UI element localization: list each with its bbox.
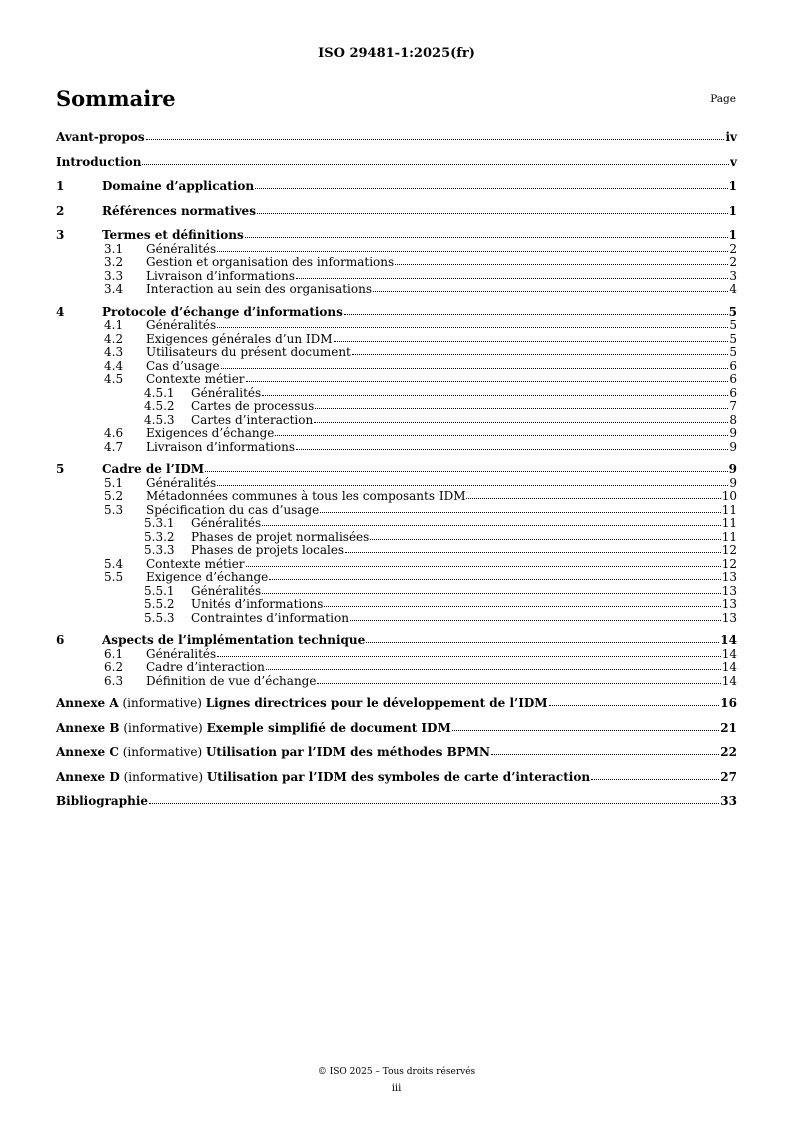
- annex-title: Utilisation par l’IDM des symboles de carte d’interaction: [206, 769, 591, 784]
- toc-entry[interactable]: [56, 131, 737, 145]
- toc-entry-title: Exigences générales d’un IDM: [146, 331, 333, 346]
- toc-entry[interactable]: [56, 661, 737, 675]
- toc-entry[interactable]: [56, 648, 737, 662]
- annex-type: (informative): [119, 720, 207, 735]
- dot-leader: [549, 705, 720, 706]
- toc-entry-title: Gestion et organisation des informations: [146, 255, 395, 269]
- dot-leader: [205, 471, 728, 472]
- toc-entry[interactable]: [56, 463, 737, 477]
- dot-leader: [320, 512, 720, 513]
- toc-entry[interactable]: [56, 427, 737, 441]
- toc-entry[interactable]: [56, 544, 737, 558]
- toc-entry-title: Avant-propos: [56, 130, 145, 144]
- toc-entry-title: Références normatives: [102, 203, 256, 218]
- toc-entry-title: Généralités: [191, 583, 262, 598]
- dot-leader: [315, 408, 728, 409]
- toc-entry-title: Cadre d’interaction: [146, 660, 265, 674]
- toc-entry-number: 5.4: [104, 556, 124, 571]
- toc-entry-number: 4.2: [104, 331, 124, 346]
- toc-page-number: 6: [729, 358, 737, 373]
- copyright-notice: © ISO 2025 – Tous droits réservés: [317, 1067, 476, 1077]
- toc-entry[interactable]: [56, 675, 737, 689]
- toc-page-number: 11: [721, 502, 737, 517]
- toc-entry[interactable]: [56, 795, 737, 809]
- dot-leader: [262, 395, 728, 396]
- toc-entry-number: 3.2: [104, 255, 124, 269]
- toc-entry-number: 5: [56, 462, 65, 476]
- toc-entry-title: [56, 697, 548, 711]
- toc-entry-number: 6.1: [104, 646, 124, 661]
- toc-entry[interactable]: [56, 205, 737, 219]
- toc-page-number: 11: [721, 529, 737, 544]
- toc-page-number: 1: [728, 179, 737, 193]
- toc-entry-number: 4.4: [104, 358, 124, 373]
- annex-label: Annexe A: [56, 696, 119, 710]
- toc-entry-number: 2: [56, 203, 65, 218]
- annex-label: Annexe C: [56, 745, 119, 759]
- toc-page-number: 27: [720, 769, 737, 784]
- dot-leader: [142, 164, 729, 165]
- toc-page-number: 5: [729, 318, 737, 332]
- annex-type: (informative): [119, 769, 207, 784]
- dot-leader: [344, 314, 728, 315]
- toc-entry-number: 4.5: [104, 372, 124, 386]
- toc-entry-title: Protocole d’échange d’informations: [102, 304, 343, 319]
- dot-leader: [296, 449, 728, 450]
- toc-entry-title: Spécification du cas d’usage: [146, 502, 320, 517]
- dot-leader: [245, 237, 728, 238]
- toc-entry-number: 5.3.3: [144, 543, 175, 557]
- toc-entry[interactable]: [56, 558, 737, 572]
- toc-entry-title: Interaction au sein des organisations: [146, 282, 372, 296]
- toc-entry-number: 4.6: [104, 426, 124, 440]
- annex-type: (informative): [118, 696, 206, 710]
- dot-leader: [266, 669, 721, 670]
- annex-title: Lignes directrices pour le développement de l’IDM: [205, 696, 548, 710]
- dot-leader: [262, 525, 721, 526]
- toc-page-number: 13: [721, 570, 737, 584]
- toc-entry-title: Contexte métier: [146, 556, 245, 571]
- toc-entry-title: Généralités: [146, 318, 217, 332]
- dot-leader: [146, 139, 725, 140]
- dot-leader: [246, 566, 721, 567]
- toc-entry-title: Domaine d’application: [102, 179, 255, 193]
- toc-entry[interactable]: [56, 333, 737, 347]
- toc-page-number: 9: [729, 426, 737, 440]
- page-title: Sommaire: [56, 86, 176, 111]
- toc-entry-title: Généralités: [146, 475, 217, 490]
- toc-entry-title: Cartes d’interaction: [191, 412, 314, 427]
- dot-leader: [591, 779, 719, 780]
- toc-entry[interactable]: [56, 346, 737, 360]
- toc-entry-title: Aspects de l’implémentation technique: [102, 633, 366, 647]
- toc-page-number: 5: [729, 331, 737, 346]
- toc-entry[interactable]: [56, 387, 737, 401]
- toc-page-number: 21: [720, 720, 737, 735]
- toc-entry-title: Phases de projets locales: [191, 543, 345, 557]
- dot-leader: [317, 683, 720, 684]
- dot-leader: [345, 552, 721, 553]
- toc-page-number: 8: [729, 412, 737, 427]
- dot-leader: [296, 278, 728, 279]
- toc-page-number: 4: [729, 282, 737, 296]
- toc-entry-title: Contexte métier: [146, 372, 245, 386]
- toc-entry-number: 5.3: [104, 502, 124, 517]
- dot-leader: [221, 368, 729, 369]
- toc-entry[interactable]: [56, 373, 737, 387]
- toc-entry-number: 5.3.2: [144, 529, 175, 544]
- dot-leader: [217, 251, 728, 252]
- toc-entry-annex[interactable]: [56, 722, 737, 736]
- toc-entry-number: 3: [56, 228, 65, 242]
- toc-entry[interactable]: [56, 598, 737, 612]
- toc-entry[interactable]: [56, 585, 737, 599]
- dot-leader: [269, 579, 720, 580]
- page-number: iii: [391, 1083, 402, 1094]
- toc-page-number: 22: [720, 745, 737, 759]
- toc-entry-number: 5.5.3: [144, 610, 175, 625]
- toc-page-number: 12: [721, 556, 737, 571]
- table-of-contents: [56, 131, 737, 809]
- annex-label: Annexe B: [56, 720, 120, 735]
- dot-leader: [217, 485, 728, 486]
- toc-entry-number: 4.7: [104, 439, 124, 454]
- toc-entry-title: Généralités: [191, 385, 262, 400]
- toc-entry-title: Contraintes d’information: [191, 610, 349, 625]
- dot-leader: [373, 291, 728, 292]
- toc-page-number: 14: [720, 633, 737, 647]
- toc-entry-annex[interactable]: [56, 697, 737, 711]
- dot-leader: [491, 754, 719, 755]
- toc-entry[interactable]: [56, 634, 737, 648]
- toc-page-number: 3: [729, 268, 737, 283]
- toc-entry-number: 5.5.2: [144, 597, 175, 611]
- toc-entry-annex[interactable]: [56, 746, 737, 760]
- toc-page-number: 6: [729, 372, 737, 386]
- toc-entry-number: 3.1: [104, 241, 124, 256]
- toc-entry[interactable]: [56, 490, 737, 504]
- toc-entry[interactable]: [56, 517, 737, 531]
- toc-entry-number: 6.3: [104, 673, 124, 688]
- toc-page-number: 5: [729, 345, 737, 359]
- toc-entry-title: Métadonnées communes à tous les composants IDM: [146, 489, 466, 503]
- toc-entry-number: 5.2: [104, 489, 124, 503]
- toc-page-number: 10: [721, 489, 737, 503]
- toc-entry[interactable]: [56, 306, 737, 320]
- toc-page-number: 11: [721, 516, 737, 530]
- toc-entry-number: 4.5.2: [144, 399, 175, 413]
- toc-page-number: 5: [728, 304, 737, 319]
- toc-entry[interactable]: [56, 256, 737, 270]
- toc-entry-title: [56, 722, 451, 736]
- toc-entry-title: Exigences d’échange: [146, 426, 275, 440]
- dot-leader: [395, 264, 728, 265]
- toc-entry[interactable]: [56, 283, 737, 297]
- toc-page-number: 13: [721, 610, 737, 625]
- toc-page-number: 16: [720, 696, 737, 710]
- dot-leader: [466, 498, 720, 499]
- toc-entry-number: 4.3: [104, 345, 124, 359]
- dot-leader: [350, 620, 721, 621]
- toc-page-number: 1: [728, 203, 737, 218]
- dot-leader: [255, 188, 728, 189]
- toc-entry-title: Exigence d’échange: [146, 570, 269, 584]
- dot-leader: [262, 593, 721, 594]
- dot-leader: [334, 341, 729, 342]
- toc-entry-title: Unités d’informations: [191, 597, 324, 611]
- toc-entry-number: 3.3: [104, 268, 124, 283]
- toc-entry-number: 5.1: [104, 475, 124, 490]
- toc-entry[interactable]: [56, 319, 737, 333]
- toc-entry-title: [56, 771, 590, 785]
- toc-entry[interactable]: [56, 229, 737, 243]
- toc-entry-title: Termes et définitions: [102, 228, 244, 242]
- toc-page-number: 6: [729, 385, 737, 400]
- toc-page-number: 14: [721, 673, 737, 688]
- dot-leader: [366, 642, 719, 643]
- toc-entry-title: Cadre de l’IDM: [102, 462, 205, 476]
- toc-entry[interactable]: [56, 477, 737, 491]
- toc-entry-number: 4.5.3: [144, 412, 175, 427]
- toc-page-number: 9: [728, 462, 737, 476]
- toc-entry-title: Généralités: [146, 241, 217, 256]
- dot-leader: [314, 422, 728, 423]
- dot-leader: [217, 327, 728, 328]
- toc-entry[interactable]: [56, 441, 737, 455]
- toc-page-number: 13: [721, 583, 737, 598]
- dot-leader: [452, 730, 720, 731]
- toc-page-number: 14: [721, 646, 737, 661]
- toc-page-number: 12: [721, 543, 737, 557]
- toc-entry-title: [56, 746, 490, 760]
- dot-leader: [217, 656, 721, 657]
- toc-entry-title: Utilisateurs du présent document: [146, 345, 351, 359]
- toc-page-number: 7: [729, 399, 737, 413]
- annex-label: Annexe D: [56, 769, 120, 784]
- toc-entry[interactable]: [56, 414, 737, 428]
- toc-entry-number: 6: [56, 633, 65, 647]
- dot-leader: [370, 539, 720, 540]
- toc-entry-number: 3.4: [104, 282, 124, 296]
- toc-entry-title: Phases de projet normalisées: [191, 529, 370, 544]
- annex-title: Utilisation par l’IDM des méthodes BPMN: [205, 745, 491, 759]
- toc-page-number: 9: [729, 439, 737, 454]
- toc-page-number: 33: [720, 794, 737, 808]
- dot-leader: [257, 213, 728, 214]
- toc-page-number: 13: [721, 597, 737, 611]
- toc-page-number: 9: [729, 475, 737, 490]
- toc-entry[interactable]: [56, 270, 737, 284]
- toc-page-number: 1: [728, 228, 737, 242]
- toc-entry-title: Généralités: [191, 516, 262, 530]
- toc-entry-number: 4.5.1: [144, 385, 175, 400]
- toc-entry[interactable]: [56, 400, 737, 414]
- toc-entry-number: 5.5.1: [144, 583, 175, 598]
- toc-entry[interactable]: [56, 612, 737, 626]
- dot-leader: [352, 354, 728, 355]
- toc-entry-title: Cas d’usage: [146, 358, 220, 373]
- dot-leader: [246, 381, 729, 382]
- toc-entry-number: 5.3.1: [144, 516, 175, 530]
- toc-page-number: iv: [725, 130, 737, 144]
- toc-entry[interactable]: [56, 571, 737, 585]
- toc-page-number: 14: [721, 660, 737, 674]
- toc-entry[interactable]: [56, 180, 737, 194]
- toc-entry[interactable]: [56, 360, 737, 374]
- toc-page-number: v: [730, 154, 737, 169]
- toc-entry-number: 4.1: [104, 318, 124, 332]
- toc-entry-title: Livraison d’informations: [146, 439, 296, 454]
- toc-entry[interactable]: [56, 156, 737, 170]
- toc-entry-title: Livraison d’informations: [146, 268, 296, 283]
- toc-entry-number: 6.2: [104, 660, 124, 674]
- toc-entry[interactable]: [56, 531, 737, 545]
- dot-leader: [275, 435, 728, 436]
- dot-leader: [324, 606, 720, 607]
- toc-page-number: 2: [729, 255, 737, 269]
- toc-entry[interactable]: [56, 504, 737, 518]
- annex-title: Exemple simplifié de document IDM: [206, 720, 451, 735]
- toc-entry-title: Introduction: [56, 154, 142, 169]
- dot-leader: [149, 803, 719, 804]
- toc-page-number: 2: [729, 241, 737, 256]
- toc-entry-title: Cartes de processus: [191, 399, 315, 413]
- document-header: ISO 29481-1:2025(fr): [318, 46, 475, 61]
- toc-entry[interactable]: [56, 243, 737, 257]
- toc-entry-annex[interactable]: [56, 771, 737, 785]
- toc-entry-number: 5.5: [104, 570, 124, 584]
- annex-type: (informative): [118, 745, 206, 759]
- page-column-label: Page: [710, 93, 736, 105]
- toc-entry-title: Généralités: [146, 646, 217, 661]
- toc-entry-title: Définition de vue d’échange: [146, 673, 317, 688]
- toc-entry-title: Bibliographie: [56, 794, 149, 808]
- toc-entry-number: 1: [56, 179, 65, 193]
- toc-entry-number: 4: [56, 304, 65, 319]
